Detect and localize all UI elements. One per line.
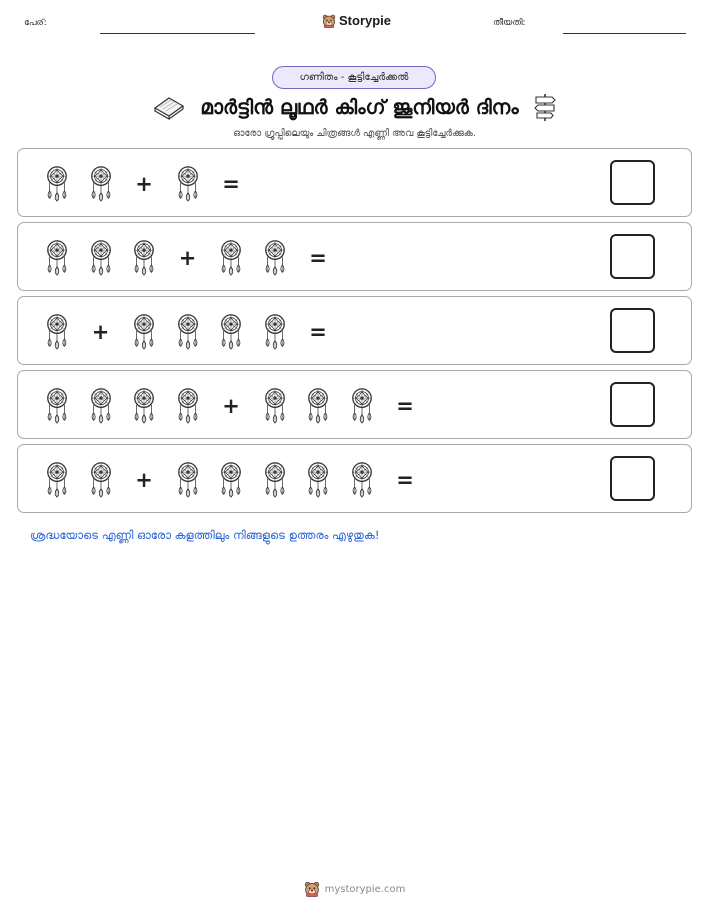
- dreamcatcher-icon: [175, 297, 201, 366]
- answer-box[interactable]: [610, 308, 655, 353]
- dreamcatcher-icon: [44, 371, 70, 440]
- equals-sign: =: [396, 393, 414, 418]
- dreamcatcher-icon: [349, 371, 375, 440]
- dreamcatcher-icon: [131, 297, 157, 366]
- name-label: പേര്:: [24, 18, 47, 28]
- dreamcatcher-icon: [218, 223, 244, 292]
- problem-row: [17, 370, 692, 439]
- answer-box[interactable]: [610, 160, 655, 205]
- answer-box[interactable]: [610, 456, 655, 501]
- dreamcatcher-icon: [88, 371, 114, 440]
- dreamcatcher-icon: [305, 445, 331, 514]
- problem-row: [17, 444, 692, 513]
- dreamcatcher-icon: [175, 149, 201, 218]
- dreamcatcher-icon: [262, 445, 288, 514]
- dreamcatcher-icon: [175, 371, 201, 440]
- equals-sign: =: [309, 245, 327, 270]
- bear-mascot-icon: [322, 14, 336, 28]
- problem-row: [17, 296, 692, 365]
- answer-box[interactable]: [610, 382, 655, 427]
- dreamcatcher-icon: [44, 297, 70, 366]
- footer-url[interactable]: mystorypie.com: [324, 883, 406, 895]
- dreamcatcher-icon: [44, 149, 70, 218]
- answer-box[interactable]: [610, 234, 655, 279]
- problem-row: [17, 222, 692, 291]
- footer: [0, 878, 709, 900]
- plus-sign: +: [178, 245, 197, 270]
- brand-name: Storypie: [339, 13, 392, 28]
- dreamcatcher-icon: [262, 223, 288, 292]
- name-line[interactable]: [100, 33, 255, 34]
- book-icon: [152, 94, 186, 120]
- worksheet-header: [0, 0, 709, 40]
- dreamcatcher-icon: [175, 445, 201, 514]
- title-row: [0, 90, 709, 124]
- dreamcatcher-icon: [88, 149, 114, 218]
- dreamcatcher-icon: [262, 371, 288, 440]
- brand-logo: [322, 13, 391, 28]
- subject-badge: ഗണിതം - കൂട്ടിച്ചേർക്കൽ: [272, 66, 436, 89]
- dreamcatcher-icon: [131, 371, 157, 440]
- instructions: ഓരോ ഗ്രൂപ്പിലെയും ചിത്രങ്ങൾ എണ്ണി അവ കൂട്ടിച്ചേർക്കുക.: [233, 128, 476, 139]
- problem-row: [17, 148, 692, 217]
- dreamcatcher-icon: [88, 223, 114, 292]
- page-title: മാർട്ടിൻ ലൂഥർ കിംഗ് ജൂനിയർ ദിനം: [200, 95, 519, 119]
- signpost-icon: [533, 92, 557, 122]
- footer-note: ശ്രദ്ധയോടെ എണ്ണി ഓരോ കളത്തിലും നിങ്ങളുടെ ഉത്തരം എഴുതുക!: [30, 528, 380, 542]
- dreamcatcher-icon: [218, 445, 244, 514]
- dreamcatcher-icon: [262, 297, 288, 366]
- equals-sign: =: [222, 171, 240, 196]
- plus-sign: +: [222, 393, 240, 418]
- plus-sign: +: [135, 467, 153, 492]
- dreamcatcher-icon: [131, 223, 157, 292]
- bear-mascot-icon: [304, 881, 320, 897]
- date-line[interactable]: [563, 33, 686, 34]
- dreamcatcher-icon: [349, 445, 375, 514]
- dreamcatcher-icon: [44, 445, 70, 514]
- plus-sign: +: [135, 171, 153, 196]
- date-label: തീയതി:: [493, 18, 526, 28]
- equals-sign: =: [396, 467, 414, 492]
- plus-sign: +: [91, 319, 110, 344]
- dreamcatcher-icon: [305, 371, 331, 440]
- equals-sign: =: [309, 319, 327, 344]
- dreamcatcher-icon: [218, 297, 244, 366]
- dreamcatcher-icon: [44, 223, 70, 292]
- dreamcatcher-icon: [88, 445, 114, 514]
